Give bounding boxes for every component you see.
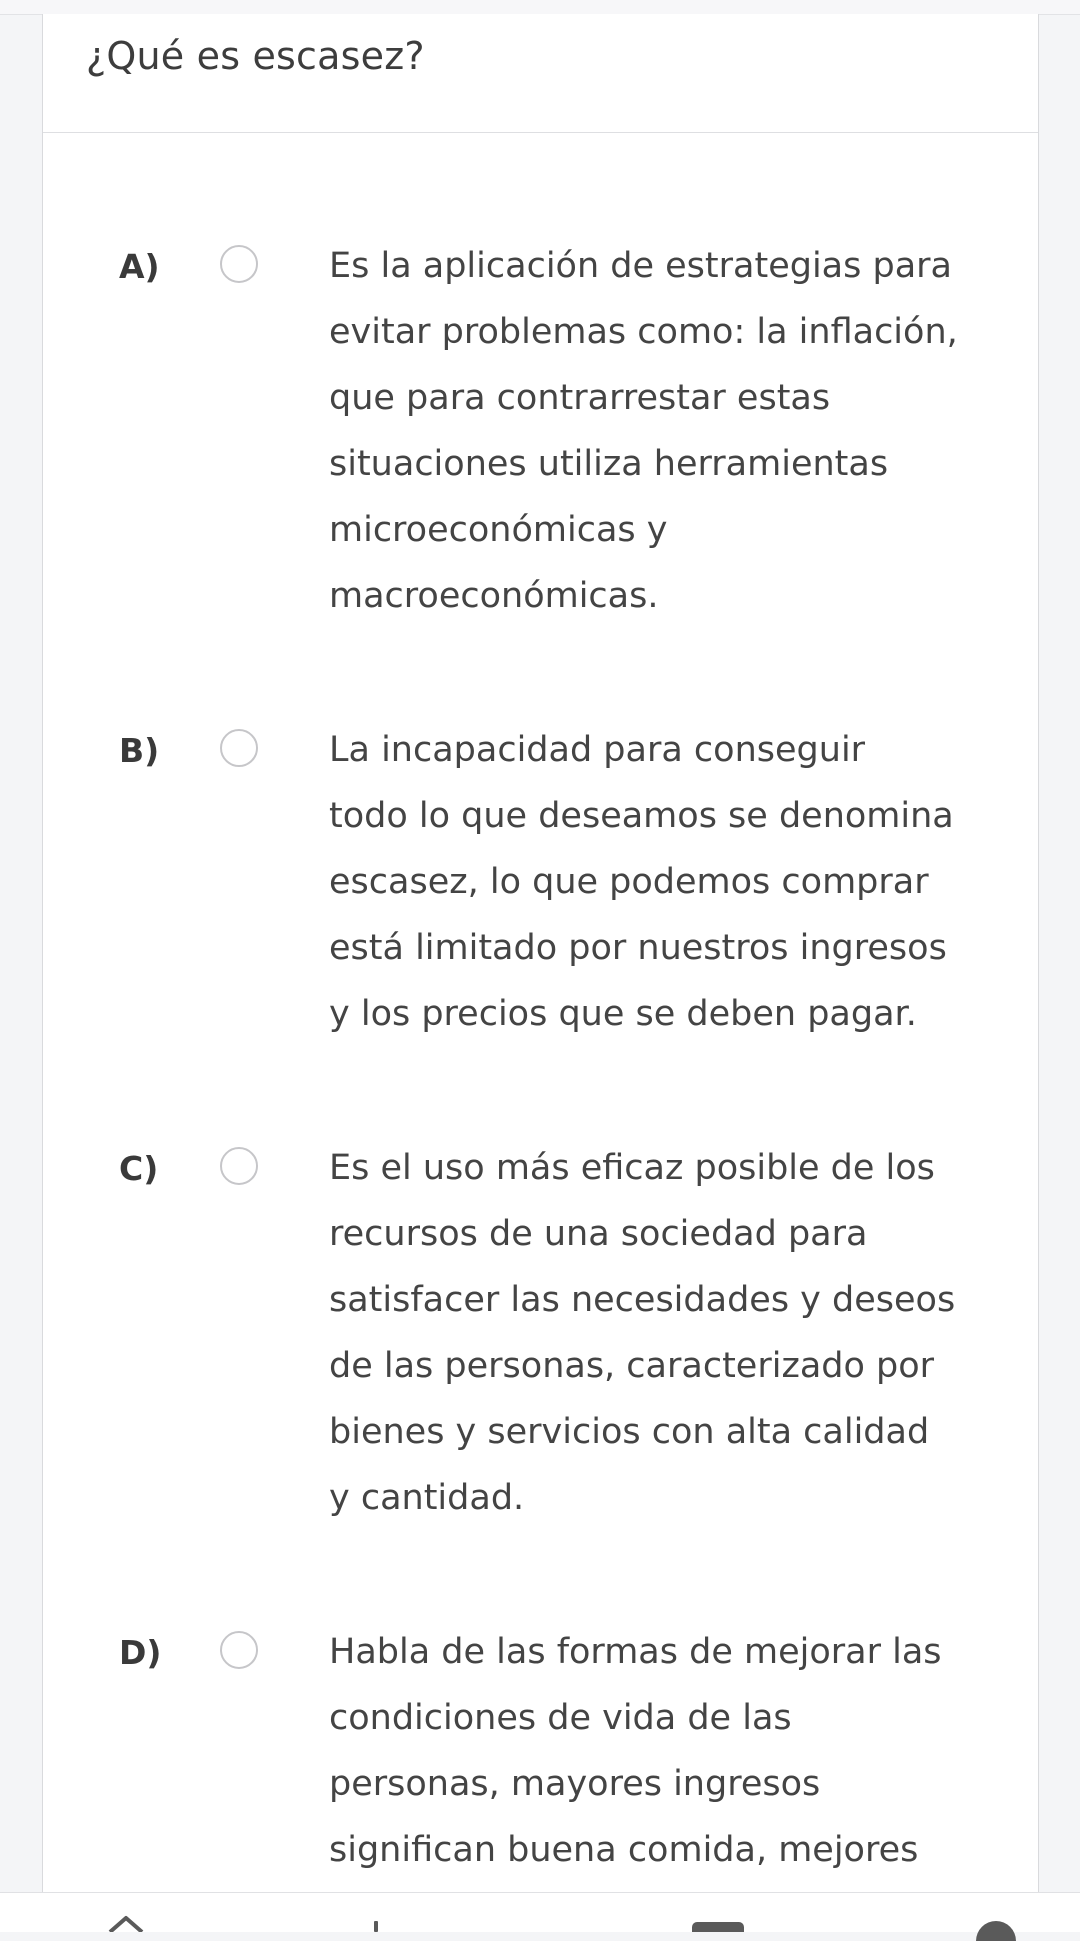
question-header: [43, 14, 1038, 133]
option-text-line: está limitado por nuestros ingresos: [329, 928, 947, 968]
option-text-line: situaciones utiliza herramientas: [329, 444, 889, 484]
option-b-text: [329, 717, 1029, 1047]
option-text-line: macroeconómicas.: [329, 576, 659, 616]
option-text-line: y cantidad.: [329, 1478, 525, 1518]
option-text-line: Es el uso más eficaz posible de los: [329, 1148, 935, 1188]
option-text-line: Es la aplicación de estrategias para: [329, 246, 952, 286]
option-text-line: La incapacidad para conseguir: [329, 730, 866, 770]
top-bar: [0, 0, 1080, 15]
option-text-line: evitar problemas como: la inflación,: [329, 312, 958, 352]
option-text-line: de las personas, caracterizado por: [329, 1346, 935, 1386]
option-b-radio[interactable]: [220, 729, 258, 767]
question-text: ¿Qué es escasez?: [86, 34, 425, 78]
option-text-line: bienes y servicios con alta calidad: [329, 1412, 930, 1452]
option-text-line: escasez, lo que podemos comprar: [329, 862, 929, 902]
option-a-text: [329, 233, 1029, 629]
option-d-radio[interactable]: [220, 1631, 258, 1669]
option-letter: C): [119, 1149, 159, 1188]
option-text-line: condiciones de vida de las: [329, 1698, 792, 1738]
profile-icon[interactable]: [976, 1921, 1016, 1941]
option-text-line: y los precios que se deben pagar.: [329, 994, 917, 1034]
option-text-line: personas, mayores ingresos: [329, 1764, 821, 1804]
option-letter: B): [119, 731, 160, 770]
option-a-radio[interactable]: [220, 245, 258, 283]
option-c-radio[interactable]: [220, 1147, 258, 1185]
option-text-line: recursos de una sociedad para: [329, 1214, 868, 1254]
option-letter: A): [119, 247, 160, 286]
option-d-text: [329, 1619, 1029, 1883]
option-c-text: [329, 1135, 1029, 1531]
bottom-nav-bar: [0, 1892, 1080, 1932]
question-card: [42, 14, 1039, 1892]
option-text-line: Habla de las formas de mejorar las: [329, 1632, 942, 1672]
option-text-line: microeconómicas y: [329, 510, 668, 550]
option-letter: D): [119, 1633, 162, 1672]
option-text-line: que para contrarrestar estas: [329, 378, 831, 418]
option-text-line: satisfacer las necesidades y deseos: [329, 1280, 956, 1320]
home-icon[interactable]: [108, 1915, 144, 1932]
option-text-line: todo lo que deseamos se denomina: [329, 796, 954, 836]
option-text-line: significan buena comida, mejores: [329, 1830, 919, 1870]
dashboard-icon[interactable]: [374, 1921, 378, 1932]
